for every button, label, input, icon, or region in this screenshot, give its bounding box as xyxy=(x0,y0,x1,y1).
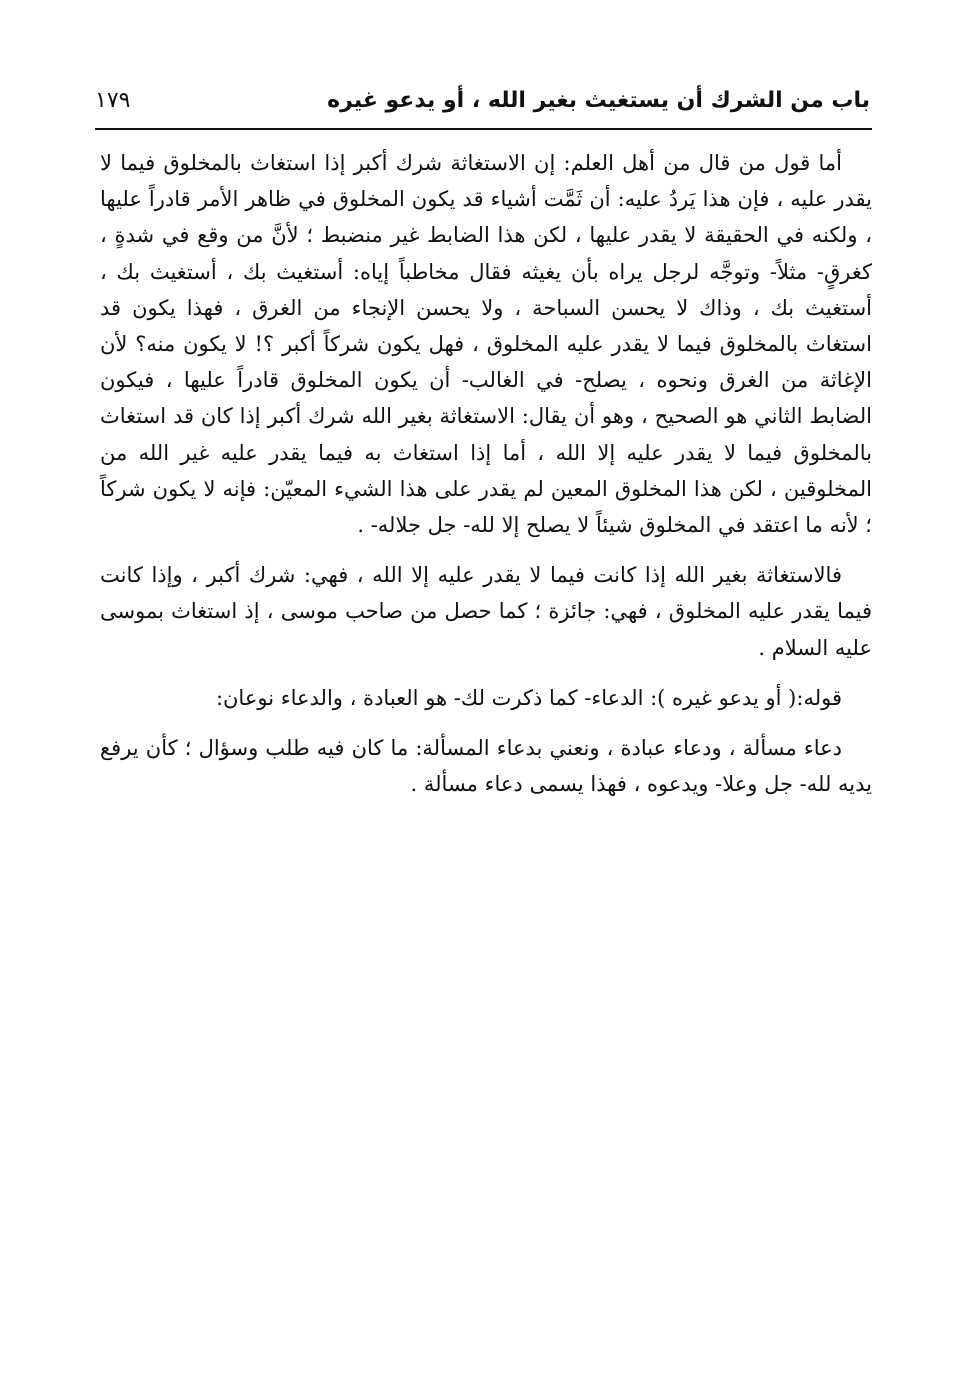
paragraph-dua-types: قوله:( أو يدعو غيره ): الدعاء- كما ذكرت لك- هو العبادة ، والدعاء نوعان: xyxy=(215,685,842,710)
chapter-title: باب من الشرك أن يستغيث بغير الله ، أو يدعو غيره xyxy=(327,88,870,113)
paragraph-dua-masala: دعاء مسألة ، ودعاء عبادة ، ونعني بدعاء المسألة: ما كان فيه طلب وسؤال ؛ كأن يرفع يديه لله- جل وعلا- ويدعوه ، فهذا يسمى دعاء مسألة . xyxy=(100,736,872,797)
paragraph-istighatha-rule: أما قول من قال من أهل العلم: إن الاستغاثة شرك أكبر إذا استغاث بالمخلوق فيما لا يقدر عليه ، فإن هذا يَردُ عليه: أن ثَمَّت أشياء قد يكون المخلوق في ظاهر الأمر قادراً عليها ، ولكنه في الحقيقة لا يقدر عليها ، لكن هذا الضابط غير منضبط ؛ لأنَّ من وقع في شدةٍ ، كغرقٍ- مثلاً- وتوجَّه لرجل يراه بأن يغيثه فقال مخاطباً إياه: أستغيث بك ، أستغيث بك ، أستغيث بك ، وذاك لا يحسن السباحة ، ولا يحسن الإنجاء من الغرق ، فهذا يكون قد استغاث بالمخلوق فيما لا يقدر عليه المخلوق ، فهل يكون شركاً أكبر ؟! لا يكون منه؟ لأن الإغاثة من الغرق ونحوه ، يصلح- في الغالب- أن يكون المخلوق قادراً عليها ، فيكون الضابط الثاني هو الصحيح ، وهو أن يقال: الاستغاثة بغير الله شرك أكبر إذا كان قد استغاث بالمخلوق فيما لا يقدر عليه إلا الله ، أما إذا استغاث به فيما يقدر عليه غير الله من المخلوقين ، لكن هذا المخلوق المعين لم يقدر على هذا الشيء المعيّن: فإنه لا يكون شركاً ؛ لأنه ما اعتقد في المخلوق شيئاً لا يصلح إلا لله- جل جلاله- . xyxy=(100,151,872,538)
page-number: ١٧٩ xyxy=(95,88,131,113)
paragraph-istighatha-summary: فالاستغاثة بغير الله إذا كانت فيما لا يقدر عليه إلا الله ، فهي: شرك أكبر ، وإذا كانت فيما يقدر عليه المخلوق ، فهي: جائزة ؛ كما حصل من صاحب موسى ، إذ استغاث بموسى عليه السلام . xyxy=(100,563,872,660)
running-header xyxy=(95,82,870,126)
page-body xyxy=(100,145,872,802)
header-divider xyxy=(95,128,872,130)
